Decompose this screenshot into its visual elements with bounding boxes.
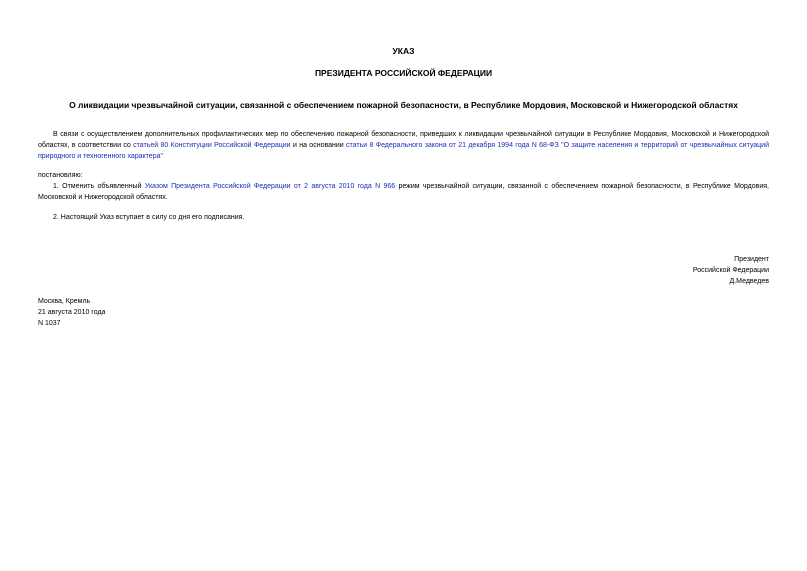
preamble-paragraph [38, 129, 769, 162]
item-1-text: режим чрезвычайной ситуации, связанной с обеспечением пожарной безопасности, в Республике Мордовия, Московской и Нижегородской областях. [38, 183, 769, 201]
place-date-block [38, 296, 105, 329]
document-page [38, 0, 769, 571]
document-type-heading: УКАЗ [392, 46, 415, 56]
constitution-article-link[interactable]: статьей 80 Конституции Российской Федерации [133, 142, 291, 149]
signing-date: 21 августа 2010 года [38, 309, 106, 316]
signature-country: Российской Федерации [692, 267, 769, 274]
signature-name: Д.Медведев [729, 278, 769, 285]
decree-item-1 [38, 181, 769, 203]
item-1-text: 1. Отменить объявленный [53, 183, 145, 190]
preamble-text: и на основании [290, 142, 347, 149]
federal-law-link[interactable]: статьи 8 Федерального закона от 21 декабря 1994 года N 68-ФЗ "О защите населения и территорий от чрезвычайных ситуаций природного и техногенного характера" [38, 142, 769, 160]
decree-subject-heading: О ликвидации чрезвычайной ситуации, связанной с обеспечением пожарной безопасности, в Республике Мордовия, Московской и Нижегородской областях [69, 100, 738, 110]
signature-block [693, 254, 769, 287]
signature-position: Президент [734, 256, 769, 263]
issuer-heading: ПРЕЗИДЕНТА РОССИЙСКОЙ ФЕДЕРАЦИИ [314, 68, 493, 78]
decree-number: N 1037 [38, 320, 61, 327]
previous-decree-link[interactable]: Указом Президента Российской Федерации от 2 августа 2010 года N 966 [144, 183, 396, 190]
signing-place: Москва, Кремль [38, 298, 91, 305]
decree-item-2: 2. Настоящий Указ вступает в силу со дня его подписания. [53, 214, 245, 221]
decreed-label: постановляю: [38, 172, 83, 179]
preamble-text: В связи с осуществлением дополнительных профилактических мер по обеспечению пожарной безопасности, приведших к ликвидации чрезвычайной ситуации в Республике Мордовия, Московской и Нижегородской областях, в соответствии со [38, 131, 769, 149]
